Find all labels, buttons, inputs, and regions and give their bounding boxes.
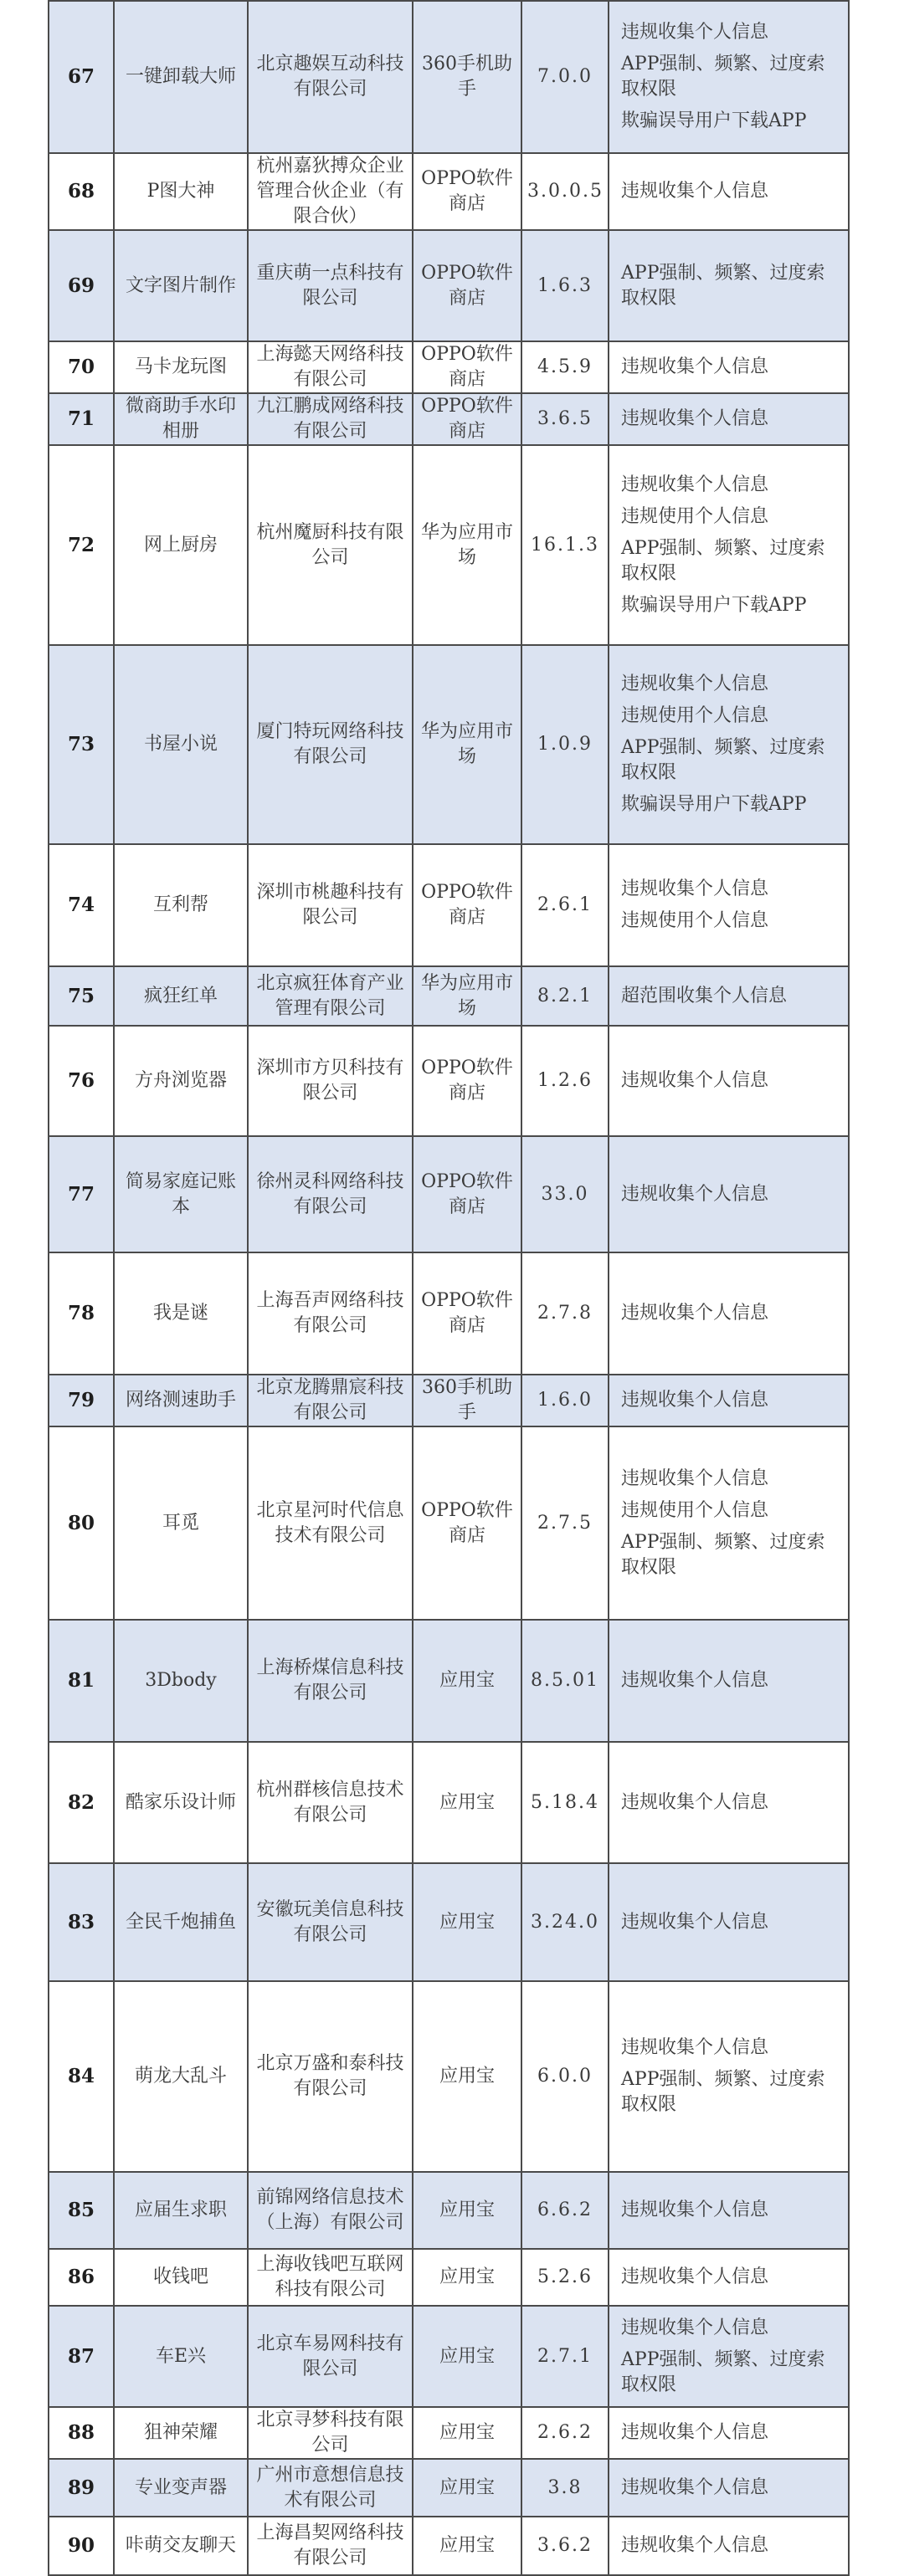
issue-item: APP强制、频繁、过度索取权限 <box>621 262 825 309</box>
issue-item: 违规收集个人信息 <box>621 878 769 899</box>
app-name: 微商助手水印相册 <box>114 393 248 445</box>
app-store: OPPO软件商店 <box>413 393 521 445</box>
issue-item: 违规收集个人信息 <box>621 1791 769 1813</box>
issue-item: 违规收集个人信息 <box>621 2317 769 2338</box>
app-name: 狙神荣耀 <box>114 2407 248 2459</box>
issue-list <box>609 153 849 230</box>
issue-item: 违规收集个人信息 <box>621 1303 769 1324</box>
table-row <box>49 1252 849 1375</box>
table-row <box>49 2172 849 2249</box>
app-version: 7.0.0 <box>521 1 609 153</box>
issue-list <box>609 1136 849 1252</box>
app-store: 应用宝 <box>413 2306 521 2407</box>
app-store: OPPO软件商店 <box>413 1026 521 1136</box>
developer-name: 北京万盛和泰科技有限公司 <box>248 1981 413 2172</box>
app-name: 疯狂红单 <box>114 966 248 1026</box>
issue-list <box>609 445 849 645</box>
table-row <box>49 1026 849 1136</box>
issue-list <box>609 2172 849 2249</box>
app-store: 应用宝 <box>413 2407 521 2459</box>
issue-list <box>609 1375 849 1426</box>
app-version: 2.6.1 <box>521 844 609 966</box>
app-version: 2.7.1 <box>521 2306 609 2407</box>
issue-item: 违规收集个人信息 <box>621 2476 769 2498</box>
issue-list <box>609 230 849 341</box>
row-number: 87 <box>49 2306 114 2407</box>
row-number: 67 <box>49 1 114 153</box>
app-store: 应用宝 <box>413 1981 521 2172</box>
issue-item: 违规收集个人信息 <box>621 22 769 43</box>
issue-item: APP强制、频繁、过度索取权限 <box>621 2348 825 2395</box>
app-store: OPPO软件商店 <box>413 341 521 393</box>
issue-item: 违规收集个人信息 <box>621 181 769 202</box>
issue-item: 违规使用个人信息 <box>621 505 769 527</box>
issue-item: 违规使用个人信息 <box>621 1499 769 1521</box>
app-name: P图大神 <box>114 153 248 230</box>
issue-item: 违规收集个人信息 <box>621 2200 769 2220</box>
row-number: 70 <box>49 341 114 393</box>
table-row <box>49 393 849 445</box>
developer-name: 北京疯狂体育产业管理有限公司 <box>248 966 413 1026</box>
developer-name: 北京龙腾鼎宸科技有限公司 <box>248 1375 413 1426</box>
table-body <box>49 1 849 2575</box>
table-row <box>49 1863 849 1981</box>
developer-name: 北京车易网科技有限公司 <box>248 2306 413 2407</box>
developer-name: 杭州魔厨科技有限公司 <box>248 445 413 645</box>
developer-name: 重庆萌一点科技有限公司 <box>248 230 413 341</box>
row-number: 75 <box>49 966 114 1026</box>
app-store: 华为应用市场 <box>413 645 521 844</box>
app-name: 书屋小说 <box>114 645 248 844</box>
issue-list <box>609 1026 849 1136</box>
issue-item: 违规收集个人信息 <box>621 2535 769 2556</box>
table-row <box>49 1 849 153</box>
app-store: 华为应用市场 <box>413 966 521 1026</box>
app-store: OPPO软件商店 <box>413 153 521 230</box>
app-name: 网络测速助手 <box>114 1375 248 1426</box>
app-version: 1.6.3 <box>521 230 609 341</box>
app-version: 33.0 <box>521 1136 609 1252</box>
app-store: 360手机助手 <box>413 1375 521 1426</box>
app-version: 3.24.0 <box>521 1863 609 1981</box>
issue-list <box>609 1863 849 1981</box>
app-name: 互利帮 <box>114 844 248 966</box>
developer-name: 北京寻梦科技有限公司 <box>248 2407 413 2459</box>
table-row <box>49 2407 849 2459</box>
row-number: 85 <box>49 2172 114 2249</box>
app-version: 3.6.2 <box>521 2517 609 2575</box>
app-version: 1.2.6 <box>521 1026 609 1136</box>
app-version: 3.8 <box>521 2459 609 2517</box>
app-name: 马卡龙玩图 <box>114 341 248 393</box>
row-number: 68 <box>49 153 114 230</box>
issue-item: 违规收集个人信息 <box>621 1183 769 1205</box>
table-row <box>49 1426 849 1620</box>
table-row <box>49 341 849 393</box>
issue-item: 违规收集个人信息 <box>621 1670 769 1691</box>
developer-name: 杭州群核信息技术有限公司 <box>248 1742 413 1863</box>
app-store: OPPO软件商店 <box>413 1426 521 1620</box>
row-number: 72 <box>49 445 114 645</box>
app-store: OPPO软件商店 <box>413 230 521 341</box>
issue-list <box>609 1 849 153</box>
row-number: 76 <box>49 1026 114 1136</box>
app-version: 2.7.8 <box>521 1252 609 1375</box>
app-name: 全民千炮捕鱼 <box>114 1863 248 1981</box>
app-version: 1.6.0 <box>521 1375 609 1426</box>
app-name: 车E兴 <box>114 2306 248 2407</box>
row-number: 86 <box>49 2249 114 2306</box>
app-store: 应用宝 <box>413 1742 521 1863</box>
app-name: 酷家乐设计师 <box>114 1742 248 1863</box>
issue-item: APP强制、频繁、过度索取权限 <box>621 1531 825 1578</box>
developer-name: 前锦网络信息技术（上海）有限公司 <box>248 2172 413 2249</box>
row-number: 81 <box>49 1620 114 1742</box>
developer-name: 九江鹏成网络科技有限公司 <box>248 393 413 445</box>
table-row <box>49 445 849 645</box>
issue-list <box>609 645 849 844</box>
issue-list <box>609 341 849 393</box>
app-version: 1.0.9 <box>521 645 609 844</box>
developer-name: 上海桥煤信息科技有限公司 <box>248 1620 413 1742</box>
issue-item: 违规收集个人信息 <box>621 1911 769 1933</box>
table-row <box>49 645 849 844</box>
app-version: 6.6.2 <box>521 2172 609 2249</box>
developer-name: 上海昌契网络科技有限公司 <box>248 2517 413 2575</box>
table-row <box>49 844 849 966</box>
issue-list <box>609 2459 849 2517</box>
app-store: 华为应用市场 <box>413 445 521 645</box>
issue-list <box>609 1742 849 1863</box>
row-number: 77 <box>49 1136 114 1252</box>
app-name: 咔萌交友聊天 <box>114 2517 248 2575</box>
table-row <box>49 966 849 1026</box>
app-version: 5.18.4 <box>521 1742 609 1863</box>
app-store: 应用宝 <box>413 2459 521 2517</box>
app-version: 8.5.01 <box>521 1620 609 1742</box>
row-number: 84 <box>49 1981 114 2172</box>
app-store: 应用宝 <box>413 2249 521 2306</box>
issue-item: APP强制、频繁、过度索取权限 <box>621 2069 825 2115</box>
issue-item: 违规收集个人信息 <box>621 2266 769 2287</box>
app-version: 5.2.6 <box>521 2249 609 2306</box>
developer-name: 安徽玩美信息科技有限公司 <box>248 1863 413 1981</box>
app-store: 应用宝 <box>413 2172 521 2249</box>
developer-name: 北京星河时代信息技术有限公司 <box>248 1426 413 1620</box>
app-store: 应用宝 <box>413 1620 521 1742</box>
developer-name: 徐州灵科网络科技有限公司 <box>248 1136 413 1252</box>
developer-name: 上海收钱吧互联网科技有限公司 <box>248 2249 413 2306</box>
app-store: OPPO软件商店 <box>413 1136 521 1252</box>
issue-list <box>609 2407 849 2459</box>
developer-name: 厦门特玩网络科技有限公司 <box>248 645 413 844</box>
table-row <box>49 1981 849 2172</box>
app-name: 3Dbody <box>114 1620 248 1742</box>
app-name: 方舟浏览器 <box>114 1026 248 1136</box>
app-name: 收钱吧 <box>114 2249 248 2306</box>
app-version: 3.0.0.5 <box>521 153 609 230</box>
table-row <box>49 2249 849 2306</box>
developer-name: 深圳市桃趣科技有限公司 <box>248 844 413 966</box>
issue-item: APP强制、频繁、过度索取权限 <box>621 537 825 584</box>
app-version: 2.7.5 <box>521 1426 609 1620</box>
table-row <box>49 1620 849 1742</box>
issue-list <box>609 844 849 966</box>
issue-item: 欺骗误导用户下载APP <box>621 794 807 815</box>
issue-item: 违规收集个人信息 <box>621 1390 769 1411</box>
row-number: 78 <box>49 1252 114 1375</box>
issue-list <box>609 2249 849 2306</box>
table-row <box>49 153 849 230</box>
app-store: 应用宝 <box>413 1863 521 1981</box>
issue-list <box>609 1620 849 1742</box>
table-row <box>49 2517 849 2575</box>
app-name: 应届生求职 <box>114 2172 248 2249</box>
app-version: 16.1.3 <box>521 445 609 645</box>
app-version: 6.0.0 <box>521 1981 609 2172</box>
app-version: 4.5.9 <box>521 341 609 393</box>
app-name: 萌龙大乱斗 <box>114 1981 248 2172</box>
app-store: 应用宝 <box>413 2517 521 2575</box>
issue-item: 违规使用个人信息 <box>621 910 769 931</box>
app-name: 文字图片制作 <box>114 230 248 341</box>
app-name: 简易家庭记账本 <box>114 1136 248 1252</box>
issue-list <box>609 966 849 1026</box>
developer-name: 杭州嘉狄搏众企业管理合伙企业（有限合伙） <box>248 153 413 230</box>
issue-item: 违规收集个人信息 <box>621 673 769 694</box>
app-version: 8.2.1 <box>521 966 609 1026</box>
row-number: 73 <box>49 645 114 844</box>
issue-list <box>609 2517 849 2575</box>
row-number: 74 <box>49 844 114 966</box>
developer-name: 上海懿天网络科技有限公司 <box>248 341 413 393</box>
table-row <box>49 1742 849 1863</box>
issue-item: 欺骗误导用户下载APP <box>621 110 807 131</box>
issue-list <box>609 1426 849 1620</box>
issue-item: 违规收集个人信息 <box>621 356 769 377</box>
app-store: OPPO软件商店 <box>413 844 521 966</box>
table-row <box>49 230 849 341</box>
violations-table <box>48 0 850 2576</box>
issue-item: 违规收集个人信息 <box>621 2422 769 2443</box>
row-number: 90 <box>49 2517 114 2575</box>
table-row <box>49 2306 849 2407</box>
app-name: 专业变声器 <box>114 2459 248 2517</box>
issue-list <box>609 393 849 445</box>
developer-name: 深圳市方贝科技有限公司 <box>248 1026 413 1136</box>
issue-list <box>609 2306 849 2407</box>
table-row <box>49 1375 849 1426</box>
row-number: 88 <box>49 2407 114 2459</box>
issue-item: 超范围收集个人信息 <box>621 985 788 1006</box>
row-number: 79 <box>49 1375 114 1426</box>
developer-name: 上海吾声网络科技有限公司 <box>248 1252 413 1375</box>
issue-item: APP强制、频繁、过度索取权限 <box>621 737 825 783</box>
issue-item: 欺骗误导用户下载APP <box>621 594 807 616</box>
row-number: 80 <box>49 1426 114 1620</box>
row-number: 89 <box>49 2459 114 2517</box>
row-number: 69 <box>49 230 114 341</box>
developer-name: 北京趣娱互动科技有限公司 <box>248 1 413 153</box>
table-row <box>49 1136 849 1252</box>
app-name: 一键卸载大师 <box>114 1 248 153</box>
issue-item: 违规收集个人信息 <box>621 1467 769 1489</box>
issue-item: 违规使用个人信息 <box>621 705 769 726</box>
app-name: 耳觅 <box>114 1426 248 1620</box>
issue-item: 违规收集个人信息 <box>621 1070 769 1091</box>
row-number: 83 <box>49 1863 114 1981</box>
app-name: 网上厨房 <box>114 445 248 645</box>
issue-item: 违规收集个人信息 <box>621 474 769 495</box>
app-store: 360手机助手 <box>413 1 521 153</box>
row-number: 71 <box>49 393 114 445</box>
issue-item: 违规收集个人信息 <box>621 2037 769 2058</box>
row-number: 82 <box>49 1742 114 1863</box>
issue-list <box>609 1981 849 2172</box>
issue-item: APP强制、频繁、过度索取权限 <box>621 54 825 100</box>
app-store: OPPO软件商店 <box>413 1252 521 1375</box>
app-name: 我是谜 <box>114 1252 248 1375</box>
app-version: 3.6.5 <box>521 393 609 445</box>
issue-list <box>609 1252 849 1375</box>
app-version: 2.6.2 <box>521 2407 609 2459</box>
issue-item: 违规收集个人信息 <box>621 408 769 429</box>
developer-name: 广州市意想信息技术有限公司 <box>248 2459 413 2517</box>
table-row <box>49 2459 849 2517</box>
